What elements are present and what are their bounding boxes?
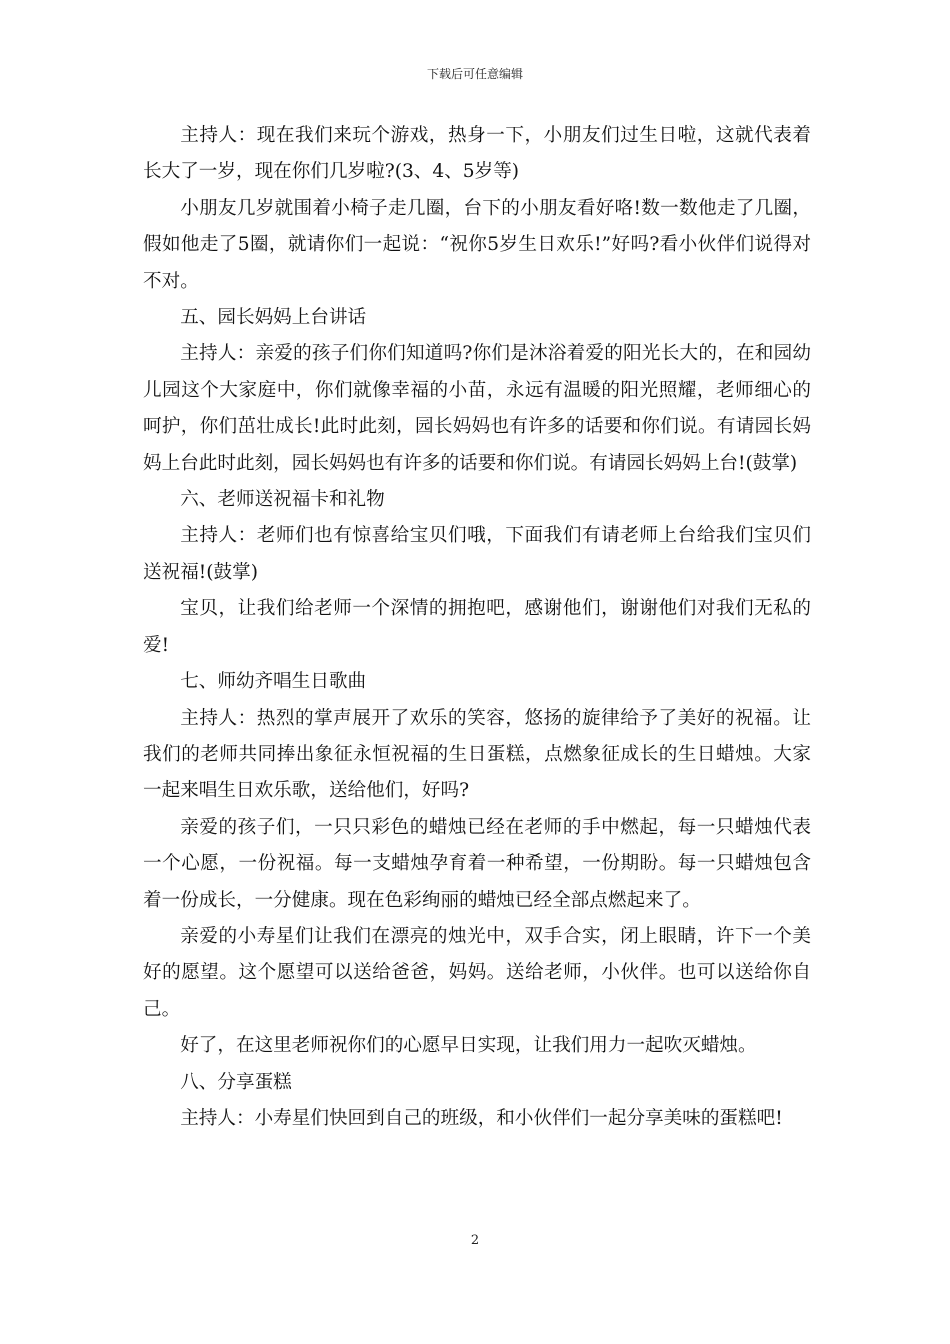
paragraph-2: 小朋友几岁就围着小椅子走几圈，台下的小朋友看好咯!数一数他走了几圈，假如他走了5圈，就请你们一起说：“祝你5岁生日欢乐!”好吗?看小伙伴们说得对不对。 [143,197,811,292]
section-heading-7: 七、师幼齐唱生日歌曲 [180,671,367,693]
page-number: 2 [470,1233,480,1248]
paragraph-10: 主持人：小寿星们快回到自己的班级，和小伙伴们一起分享美味的蛋糕吧! [180,1107,783,1129]
paragraph-3: 主持人：亲爱的孩子们你们知道吗?你们是沐浴着爱的阳光长大的，在和园幼儿园这个大家庭中，你们就像幸福的小苗，永远有温暖的阳光照耀，老师细心的呵护，你们茁壮成长!此时此刻，园长妈妈也有许多的话要和你们说。有请园长妈妈上台此时此刻，园长妈妈也有许多的话要和你们说。有请园长妈妈上台!(鼓掌) [143,343,811,474]
paragraph-6: 主持人：热烈的掌声展开了欢乐的笑容，悠扬的旋律给予了美好的祝福。让我们的老师共同捧出象征永恒祝福的生日蛋糕，点燃象征成长的生日蜡烛。大家一起来唱生日欢乐歌，送给他们，好吗? [143,707,811,802]
paragraph-8: 亲爱的小寿星们让我们在漂亮的烛光中，双手合实，闭上眼睛，许下一个美好的愿望。这个愿望可以送给爸爸，妈妈。送给老师，小伙伴。也可以送给你自己。 [143,925,811,1020]
paragraph-7: 亲爱的孩子们，一只只彩色的蜡烛已经在老师的手中燃起，每一只蜡烛代表一个心愿，一份祝福。每一支蜡烛孕育着一种希望，一份期盼。每一只蜡烛包含着一份成长，一分健康。现在色彩绚丽的蜡烛已经全部点燃起来了。 [143,816,811,911]
document-body [143,118,811,1137]
paragraph-4: 主持人：老师们也有惊喜给宝贝们哦，下面我们有请老师上台给我们宝贝们送祝福!(鼓掌) [143,525,811,583]
paragraph-9: 好了，在这里老师祝你们的心愿早日实现，让我们用力一起吹灭蜡烛。 [180,1035,757,1057]
page-header: 下载后可任意编辑 [426,67,523,81]
paragraph-5: 宝贝，让我们给老师一个深情的拥抱吧，感谢他们，谢谢他们对我们无私的爱! [143,598,811,656]
section-heading-8: 八、分享蛋糕 [180,1071,292,1093]
section-heading-5: 五、园长妈妈上台讲话 [180,307,367,329]
section-heading-6: 六、老师送祝福卡和礼物 [180,489,385,511]
paragraph-1: 主持人：现在我们来玩个游戏，热身一下，小朋友们过生日啦，这就代表着长大了一岁，现在你们几岁啦?(3、4、5岁等) [143,125,811,183]
